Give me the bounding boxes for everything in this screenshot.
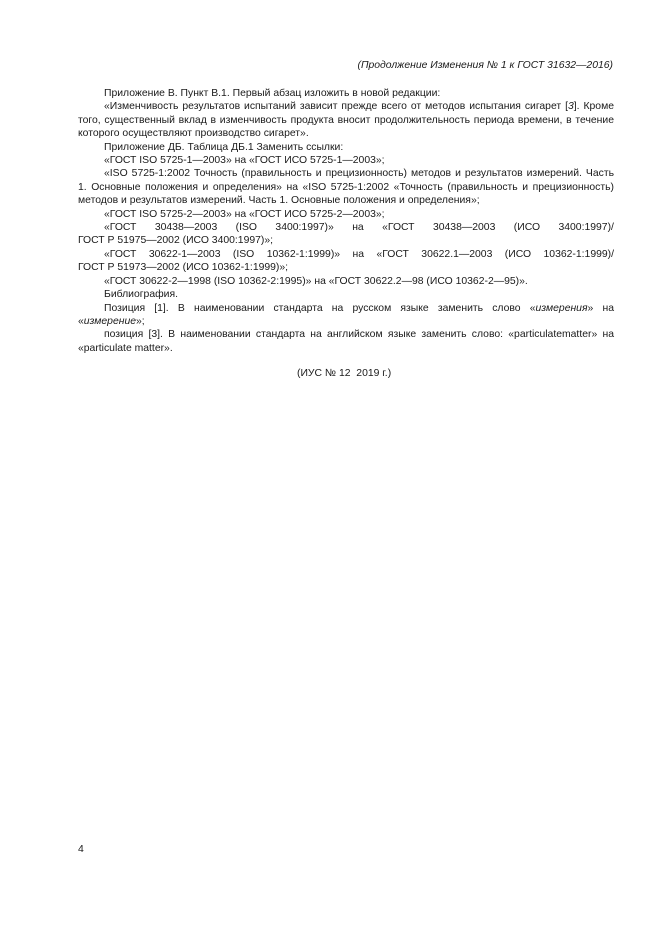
paragraph-ref-5725-1: «ГОСТ ISO 5725-1—2003» на «ГОСТ ИСО 5725-1—2003»; — [104, 155, 385, 167]
amendment-body — [78, 87, 614, 355]
paragraph-appendix-db: Приложение ДБ. Таблица ДБ.1 Заменить ссылки: — [104, 141, 344, 153]
paragraph-iso-5725-1-title: «ISO 5725-1:2002 Точность (правильность и прецизионность) методов и результатов измерений. Часть 1. Основные положения и определения» на «ISO 5725-1:2002 «Точность (правильность и прецизионность) методов и результатов измерений. Часть 1. Основные положения и определения»; — [78, 168, 614, 207]
new-word: измерение — [83, 315, 137, 327]
paragraph-ref-30622-1-line1: «ГОСТ 30622-1—2003 (ISO 10362-1:1999)» на «ГОСТ 30622.1—2003 (ИСО 10362-1:1999)/ — [104, 248, 614, 260]
paragraph-ref-5725-2: «ГОСТ ISO 5725-2—2003» на «ГОСТ ИСО 5725-2—2003»; — [104, 208, 385, 220]
ius-citation: (ИУС № 12 2019 г.) — [297, 368, 392, 379]
paragraph-ref-30622-2: «ГОСТ 30622-2—1998 (ISO 10362-2:1995)» на «ГОСТ 30622.2—98 (ИСО 10362-2—95)». — [104, 275, 528, 287]
reference-number: 3 — [567, 101, 574, 113]
paragraph-ref-30438-line1: «ГОСТ 30438—2003 (ISO 3400:1997)» на «ГОСТ 30438—2003 (ИСО 3400:1997)/ — [104, 222, 614, 234]
paragraph-position-1: Позиция [1]. В наименовании стандарта на русском языке заменить слово «измерения» на «измерение»; — [78, 302, 614, 327]
variability-text-start: «Изменчивость результатов испытаний зависит прежде всего от методов испытания сигарет [ — [104, 101, 568, 113]
paragraph-appendix-v: Приложение В. Пункт В.1. Первый абзац изложить в новой редакции: — [104, 88, 441, 99]
old-word: измерения — [535, 302, 588, 314]
paragraph-variability — [78, 100, 614, 140]
paragraph-bibliography: Библиография. — [104, 289, 178, 301]
page-number: 4 — [78, 844, 84, 855]
paragraph-position-3: позиция [3]. В наименовании стандарта на английском языке заменить слово: «particulatematter» на «particulate matter». — [78, 329, 614, 354]
paragraph-ref-30438-line2: ГОСТ Р 51975—2002 (ИСО 3400:1997)»; — [78, 235, 274, 247]
variability-text-end: ]. Кроме того, существенный вклад в изменчивость продукта вносит продолжительность периода времени, в течение которого осуществляют производство сигарет». — [78, 101, 614, 140]
document-header: (Продолжение Изменения № 1 к ГОСТ 31632—2016) — [357, 60, 613, 71]
paragraph-ref-30622-1-line2: ГОСТ Р 51973—2002 (ИСО 10362-1:1999)»; — [78, 262, 289, 274]
